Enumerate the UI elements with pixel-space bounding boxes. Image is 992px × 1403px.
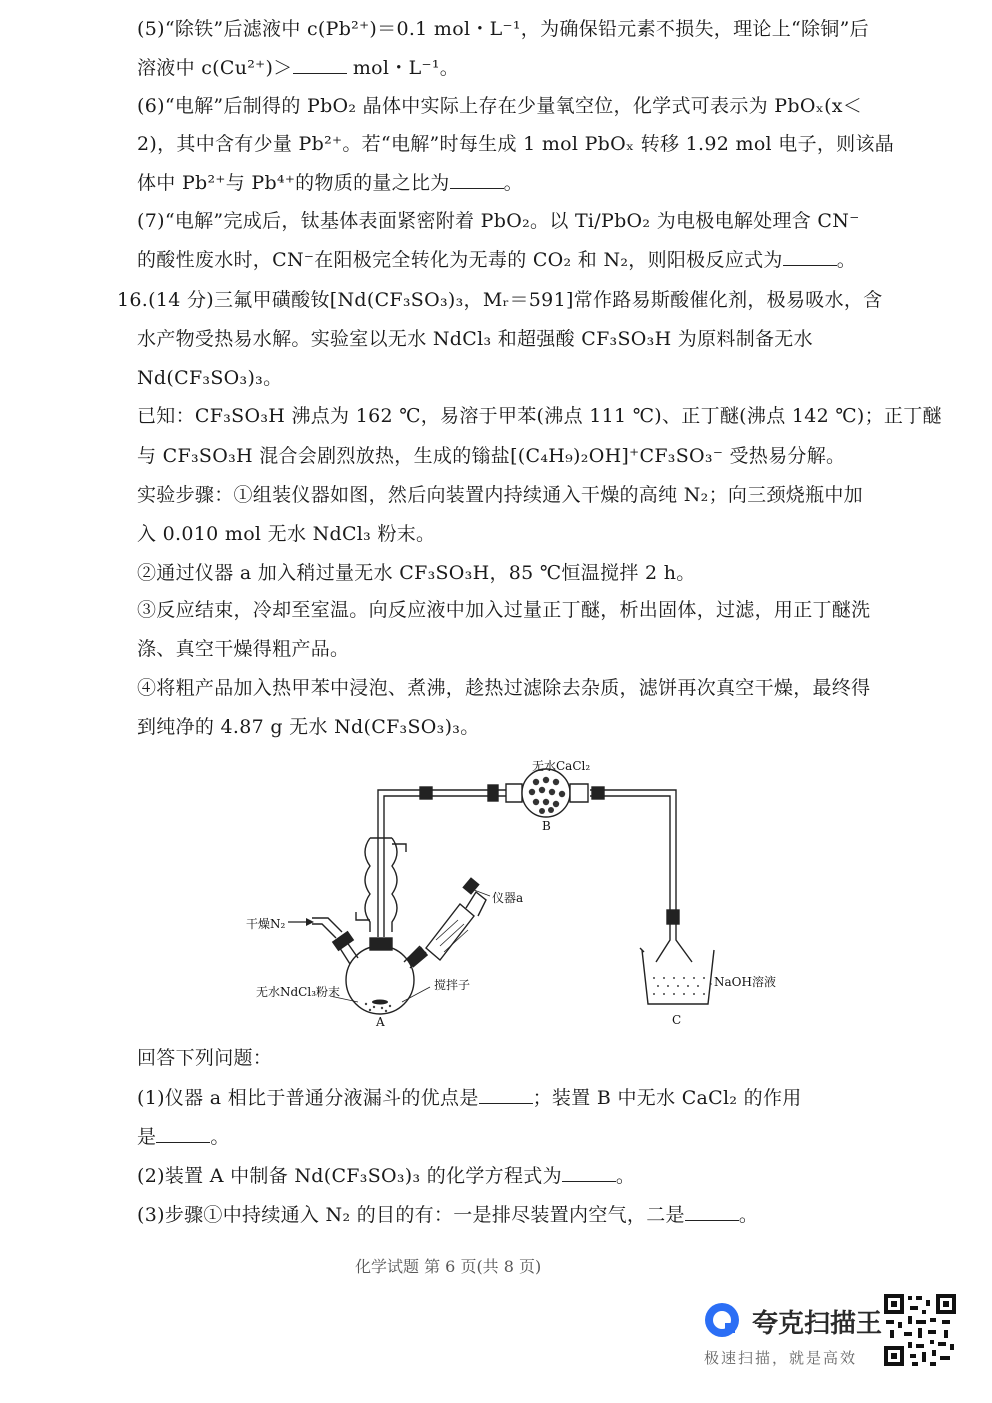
q16-subq2-text: (2)装置 A 中制备 Nd(CF₃SO₃)₃ 的化学方程式为 xyxy=(137,1165,562,1187)
answer-blank xyxy=(685,1202,739,1221)
q15-p6-end: 。 xyxy=(503,172,523,194)
page-footer-text: 化学试题 第 6 页(共 8 页) xyxy=(355,1257,542,1276)
q16-subq1-text-c: 是 xyxy=(137,1126,157,1148)
label-instrument-a: 仪器a xyxy=(492,891,524,905)
q15-p7-text: 的酸性废水时，CN⁻在阳极完全转化为无毒的 CO₂ 和 N₂，则阳极反应式为 xyxy=(137,249,783,271)
label-a: A xyxy=(376,1015,385,1029)
answer-blank xyxy=(562,1163,616,1182)
q16-known-line1: 已知：CF₃SO₃H 沸点为 162 ℃，易溶于甲苯(沸点 111 ℃)、正丁醚(沸点 142 ℃)；正丁醚 xyxy=(137,405,942,427)
q15-p5-line1: (5)“除铁”后滤液中 c(Pb²⁺)＝0.1 mol・L⁻¹，为确保铅元素不损失，理论上“除铜”后 xyxy=(137,18,869,40)
page-footer xyxy=(355,1254,585,1276)
q16-step1-line2: 入 0.010 mol 无水 NdCl₃ 粉末。 xyxy=(137,523,436,545)
q16-step1-line1: 实验步骤：①组装仪器如图，然后向装置内持续通入干燥的高纯 N₂；向三颈烧瓶中加 xyxy=(137,484,863,506)
q16-subq1-text-a: (1)仪器 a 相比于普通分液漏斗的优点是 xyxy=(137,1087,479,1109)
q16-subq1-text-b: ；装置 B 中无水 CaCl₂ 的作用 xyxy=(532,1087,802,1109)
q16-subq2-end: 。 xyxy=(615,1165,636,1187)
label-anhydrous-cacl2: 无水CaCl₂ xyxy=(532,759,591,773)
q16-known-line2: 与 CF₃SO₃H 混合会剧烈放热，生成的𬭩盐[(C₄H₉)₂OH]⁺CF₃SO₃⁻ 受热易分解。 xyxy=(137,445,846,467)
label-c: C xyxy=(672,1013,682,1027)
q16-intro-line2: 水产物受热易水解。实验室以无水 NdCl₃ 和超强酸 CF₃SO₃H 为原料制备无水 xyxy=(137,328,813,350)
label-b: B xyxy=(542,819,551,833)
answer-blank xyxy=(783,247,837,266)
watermark-slogan: 极速扫描，就是高效 xyxy=(704,1349,858,1367)
answer-blank xyxy=(293,55,347,74)
q15-p7-end: 。 xyxy=(836,249,856,271)
q16-subq2 xyxy=(137,1163,635,1189)
q16-subq3 xyxy=(137,1202,758,1228)
label-anhydrous-ndcl3-powder: 无水NdCl₃粉末 xyxy=(256,985,341,999)
q16-subq1-line2 xyxy=(137,1124,230,1150)
q16-step3-line2: 涤、真空干燥得粗产品。 xyxy=(137,638,350,660)
q16-subq3-text: (3)步骤①中持续通入 N₂ 的目的有：一是排尽装置内空气，二是 xyxy=(137,1204,685,1226)
q15-p5-text: 溶液中 c(Cu²⁺)＞ xyxy=(137,57,293,79)
q16-step4-line1: ④将粗产品加入热甲苯中浸泡、煮沸，趁热过滤除去杂质，滤饼再次真空干燥，最终得 xyxy=(137,677,871,699)
q15-p7-line2 xyxy=(137,247,856,273)
q16-step3-line1: ③反应结束，冷却至室温。向反应液中加入过量正丁醚，析出固体，过滤，用正丁醚洗 xyxy=(137,599,871,621)
q16-intro-line1: 16.(14 分)三氟甲磺酸钕[Nd(CF₃SO₃)₃，Mᵣ＝591]常作路易斯酸催化剂，极易吸水，含 xyxy=(117,289,883,311)
q16-step2: ②通过仪器 a 加入稍过量无水 CF₃SO₃H，85 ℃恒温搅拌 2 h。 xyxy=(137,562,696,584)
apparatus-figure xyxy=(240,752,800,1032)
watermark-brand: 夸克扫描王 xyxy=(752,1309,883,1339)
q16-subq3-end: 。 xyxy=(738,1204,759,1226)
scanner-logo-icon xyxy=(702,1300,742,1340)
q15-p5-unit: mol・L⁻¹。 xyxy=(346,57,460,79)
q16-subq1-line1 xyxy=(137,1085,802,1111)
qr-code-icon xyxy=(882,1292,958,1368)
q15-p6-line1: (6)“电解”后制得的 PbO₂ 晶体中实际上存在少量氧空位，化学式可表示为 PbOₓ(x＜ xyxy=(137,95,863,117)
q16-subq1-end: 。 xyxy=(210,1126,230,1148)
q16-answer-intro: 回答下列问题： xyxy=(137,1047,273,1069)
q16-step4-line2: 到纯净的 4.87 g 无水 Nd(CF₃SO₃)₃。 xyxy=(137,716,480,738)
q15-p6-line2: 2)，其中含有少量 Pb²⁺。若“电解”时每生成 1 mol PbOₓ 转移 1.92 mol 电子，则该晶 xyxy=(137,133,895,155)
q15-p6-line3 xyxy=(137,170,523,196)
q15-p5-line2 xyxy=(137,55,459,81)
q16-intro-line3: Nd(CF₃SO₃)₃。 xyxy=(137,367,283,389)
answer-blank xyxy=(156,1124,210,1143)
answer-blank xyxy=(450,170,504,189)
answer-blank xyxy=(479,1085,533,1104)
label-naoh-solution: NaOH溶液 xyxy=(714,975,776,989)
label-stir-bar: 搅拌子 xyxy=(434,978,471,992)
q15-p6-text: 体中 Pb²⁺与 Pb⁴⁺的物质的量之比为 xyxy=(137,172,450,194)
label-dry-n2: 干燥N₂ xyxy=(246,917,286,931)
q15-p7-line1: (7)“电解”完成后，钛基体表面紧密附着 PbO₂。以 Ti/PbO₂ 为电极电解处理含 CN⁻ xyxy=(137,210,860,232)
